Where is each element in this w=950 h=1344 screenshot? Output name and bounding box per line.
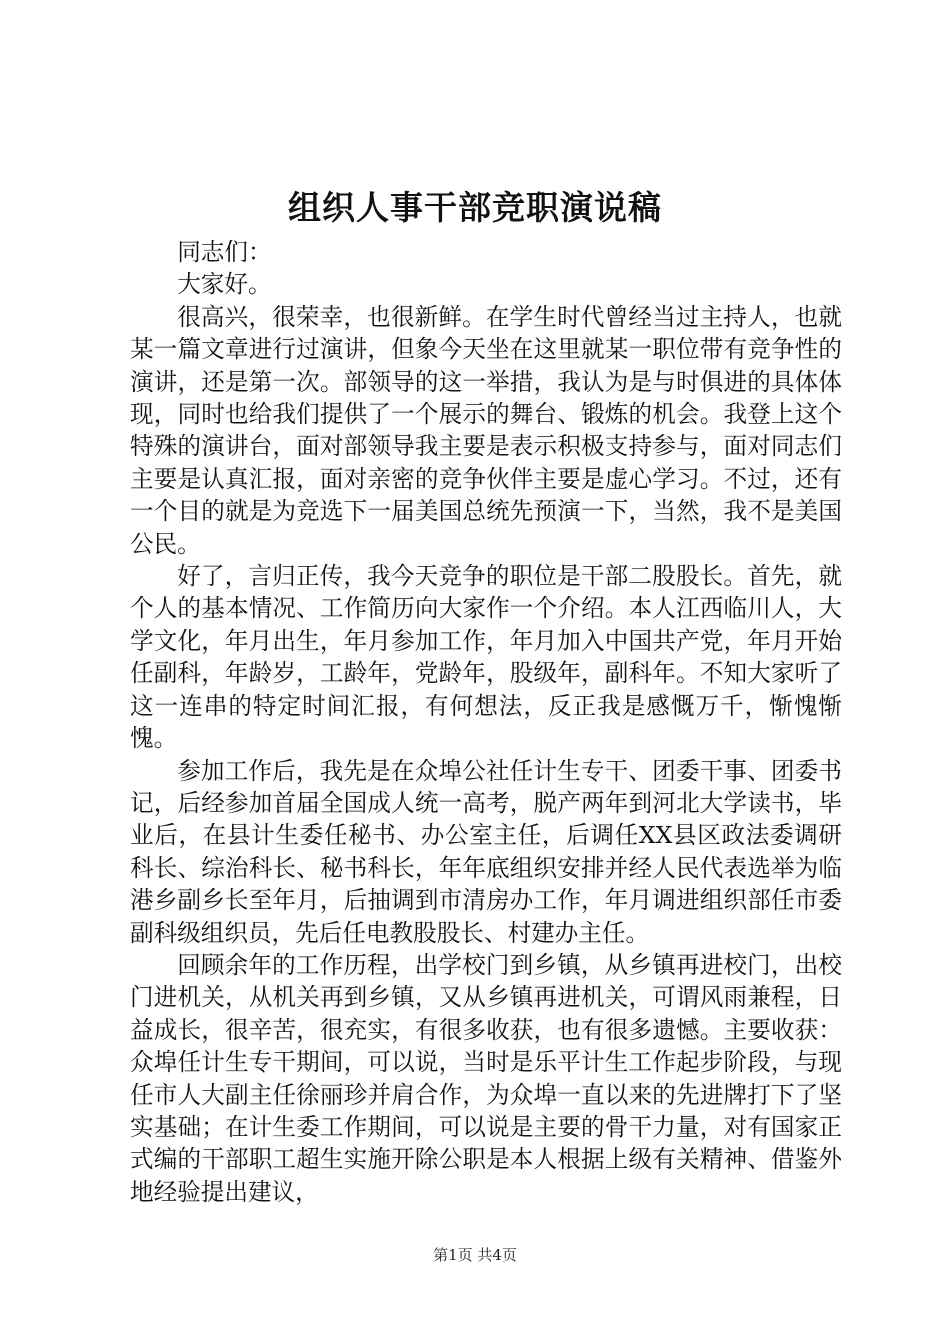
document-body (130, 236, 842, 1208)
paragraph-opening: 很高兴，很荣幸，也很新鲜。在学生时代曾经当过主持人，也就某一篇文章进行过演讲，但象今天坐在这里就某一职位带有竞争性的演讲，还是第一次。部领导的这一举措，我认为是与时俱进的具体体现，同时也给我们提供了一个展示的舞台、锻炼的机会。我登上这个特殊的演讲台，面对部领导我主要是表示积极支持参与，面对同志们主要是认真汇报，面对亲密的竞争伙伴主要是虚心学习。不过，还有一个目的就是为竞选下一届美国总统先预演一下，当然，我不是美国公民。 (130, 302, 842, 558)
paragraph-introduction: 好了，言归正传，我今天竞争的职位是干部二股股长。首先，就个人的基本情况、工作简历向大家作一个介绍。本人江西临川人，大学文化，年月出生，年月参加工作，年月加入中国共产党，年月开始任副科，年龄岁，工龄年，党龄年，股级年，副科年。不知大家听了这一连串的特定时间汇报，有何想法，反正我是感慨万千，惭愧惭愧。 (130, 562, 842, 753)
document-title: 组织人事干部竞职演说稿 (288, 188, 662, 227)
page-footer: 第1页 共4页 (433, 1246, 517, 1264)
paragraph-review: 回顾余年的工作历程，出学校门到乡镇，从乡镇再进校门，出校门进机关，从机关再到乡镇，又从乡镇再进机关，可谓风雨兼程，日益成长，很辛苦，很充实，有很多收获，也有很多遗憾。主要收获：众埠任计生专干期间，可以说，当时是乐平计生工作起步阶段，与现任市人大副主任徐丽珍并肩合作，为众埠一直以来的先进牌打下了坚实基础；在计生委工作期间，可以说是主要的骨干力量，对有国家正式编的干部职工超生实施开除公职是本人根据上级有关精神、借鉴外地经验提出建议， (130, 950, 842, 1206)
paragraph-salutation: 同志们： (177, 238, 272, 266)
paragraph-work-history: 参加工作后，我先是在众埠公社任计生专干、团委干事、团委书记，后经参加首届全国成人统一高考，脱产两年到河北大学读书，毕业后，在县计生委任秘书、办公室主任，后调任XX县区政法委调研科长、综治科长、秘书科长，年年底组织安排并经人民代表选举为临港乡副乡长至年月，后抽调到市清房办工作，年月调进组织部任市委副科级组织员，先后任电教股股长、村建办主任。 (130, 756, 842, 947)
paragraph-greeting: 大家好。 (177, 270, 272, 299)
